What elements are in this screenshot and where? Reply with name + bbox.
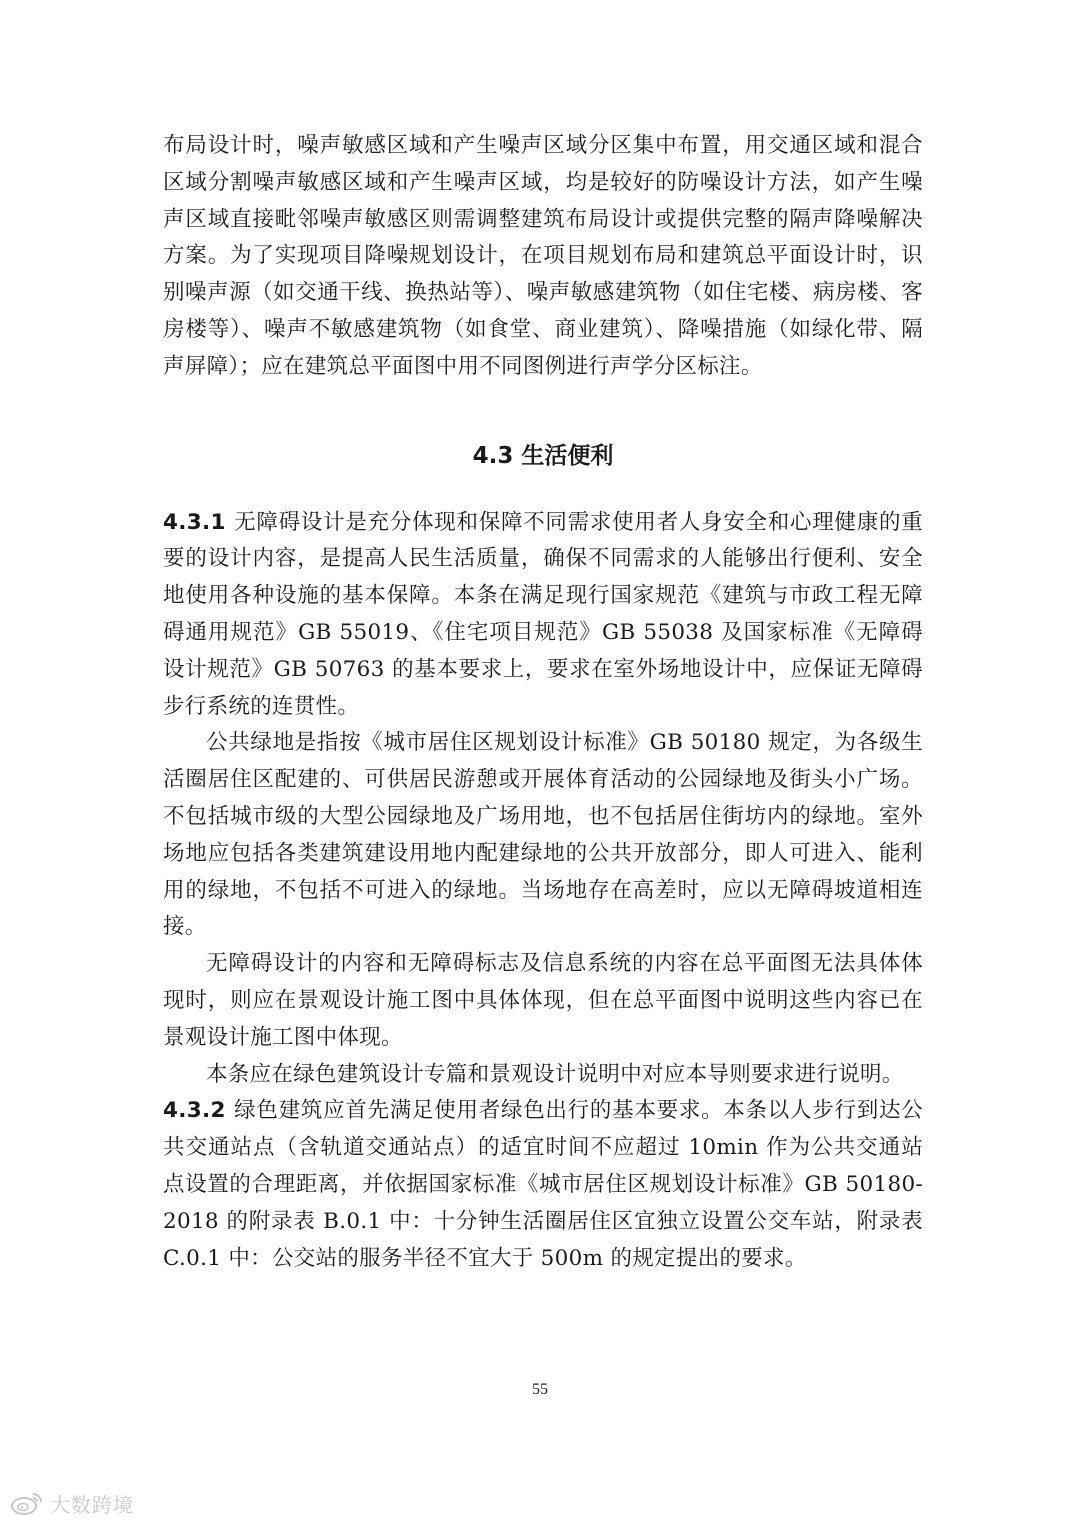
clause-4-3-1 <box>163 505 923 726</box>
paragraph-barrier-free-content: 无障碍设计的内容和无障碍标志及信息系统的内容在总平面图无法具体体现时，则应在景观设计施工图中具体体现，但在总平面图中说明这些内容已在景观设计施工图中体现。 <box>163 951 923 1050</box>
paragraph-noise-zoning: 布局设计时，噪声敏感区域和产生噪声区域分区集中布置，用交通区域和混合区域分割噪声敏感区域和产生噪声区域，均是较好的防噪设计方法，如产生噪声区域直接毗邻噪声敏感区则需调整建筑布局设计或提供完整的隔声降噪解决方案。为了实现项目降噪规划设计，在项目规划布局和建筑总平面设计时，识别噪声源（如交通干线、换热站等）、噪声敏感建筑物（如住宅楼、病房楼、客房楼等）、噪声不敏感建筑物（如食堂、商业建筑）、降噪措施（如绿化带、隔声屏障）；应在建筑总平面图中用不同图例进行声学分区标注。 <box>163 133 923 379</box>
watermark-text: 大数跨境 <box>50 1492 134 1517</box>
page-number: 55 <box>532 1381 548 1398</box>
page-content <box>163 128 923 1277</box>
clause-text: 绿色建筑应首先满足使用者绿色出行的基本要求。本条以人步行到达公共交通站点（含轨道交通站点）的适宜时间不应超过 10min 作为公共交通站点设置的合理距离，并依据国家标准《城市居住区规划设计标准》GB 50180-2018 的附录表 B.0.1 中：十分钟生活圈居住区宜独立设置公交车站，附录表 C.0.1 中：公交站的服务半径不宜大于 500m 的规定提出的要求。 <box>163 1098 923 1271</box>
clause-number: 4.3.2 <box>163 1098 226 1124</box>
clause-4-3-2 <box>163 1093 923 1277</box>
paragraph-public-green: 公共绿地是指按《城市居住区规划设计标准》GB 50180 规定，为各级生活圈居住区配建的、可供居民游憩或开展体育活动的公园绿地及街头小广场。不包括城市级的大型公园绿地及广场用地，也不包括居住街坊内的绿地。室外场地应包括各类建筑建设用地内配建绿地的公共开放部分，即人可进入、能利用的绿地，不包括不可进入的绿地。当场地存在高差时，应以无障碍坡道相连接。 <box>163 730 923 940</box>
weibo-logo-icon <box>10 1490 44 1516</box>
clause-number: 4.3.1 <box>163 509 226 535</box>
paragraph-green-building-note: 本条应在绿色建筑设计专篇和景观设计说明中对应本导则要求进行说明。 <box>206 1061 904 1087</box>
section-heading: 4.3 生活便利 <box>472 442 614 469</box>
watermark <box>10 1488 134 1518</box>
clause-text: 无障碍设计是充分体现和保障不同需求使用者人身安全和心理健康的重要的设计内容，是提高人民生活质量，确保不同需求的人能够出行便利、安全地使用各种设施的基本保障。本条在满足现行国家规范《建筑与市政工程无障碍通用规范》GB 55019、《住宅项目规范》GB 55038 及国家标准《无障碍设计规范》GB 50763 的基本要求上，要求在室外场地设计中，应保证无障碍步行系统的连贯性。 <box>163 509 923 719</box>
